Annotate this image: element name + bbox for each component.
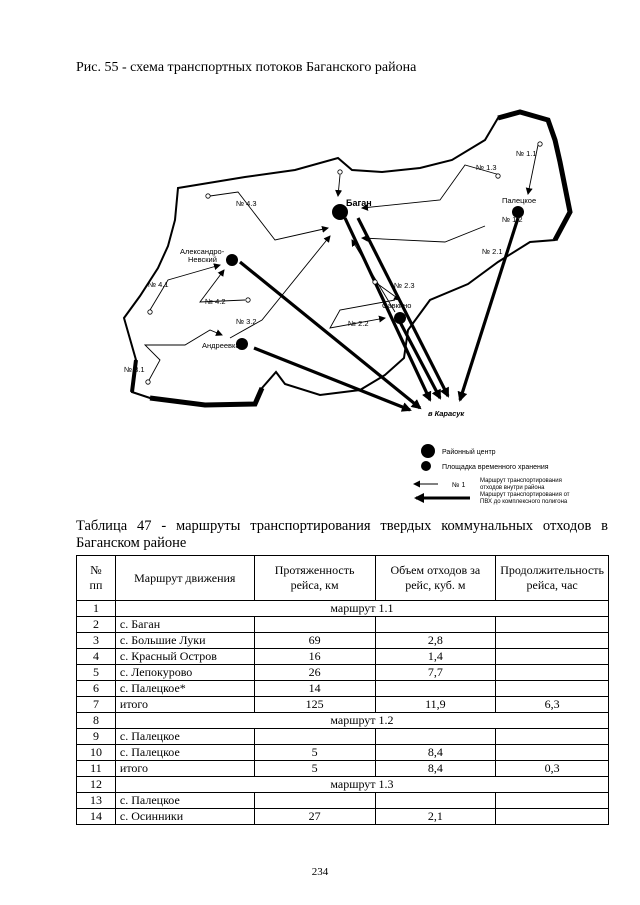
waste-volume: 8,4 xyxy=(375,761,496,777)
table-row xyxy=(77,665,609,681)
route-point: итого xyxy=(115,761,254,777)
table-section-row xyxy=(77,601,609,617)
waste-volume xyxy=(375,617,496,633)
legend-route-pvh-2: ПВХ до комплексного полигона xyxy=(480,499,568,505)
label-aleksandro: Александро- xyxy=(180,247,225,256)
table-row xyxy=(77,649,609,665)
trip-duration xyxy=(496,793,609,809)
header-volume-1: Объем отходов за xyxy=(390,563,481,577)
trip-duration xyxy=(496,729,609,745)
row-number: 8 xyxy=(77,713,116,729)
aleksandro-marker xyxy=(226,254,238,266)
legend-route-no: № 1 xyxy=(452,482,466,489)
label-palezkoe: Палецкое xyxy=(502,196,537,205)
row-number: 5 xyxy=(77,665,116,681)
savkino-marker xyxy=(394,312,406,324)
row-number: 7 xyxy=(77,697,116,713)
route-point: с. Баган xyxy=(115,617,254,633)
legend-route-pvh-1: Маршрут транспортирования от xyxy=(480,492,570,498)
row-number: 6 xyxy=(77,681,116,697)
label-karasuk: в Карасук xyxy=(428,409,465,418)
header-num-2: пп xyxy=(89,578,103,592)
label-r22: № 2.2 xyxy=(348,319,369,328)
table-row xyxy=(77,633,609,649)
waste-volume: 2,8 xyxy=(375,633,496,649)
legend-route-inside-1: Маршрут транспортирования xyxy=(480,478,562,484)
header-duration-1: Продолжительность xyxy=(500,563,604,577)
row-number: 12 xyxy=(77,777,116,793)
label-andreevka: Андреевка xyxy=(202,341,240,350)
route-point: с. Палецкое* xyxy=(115,681,254,697)
row-number: 10 xyxy=(77,745,116,761)
waste-volume xyxy=(375,729,496,745)
route-point: с. Лепокурово xyxy=(115,665,254,681)
trip-duration xyxy=(496,681,609,697)
routes-table xyxy=(76,555,609,825)
row-number: 1 xyxy=(77,601,116,617)
route-point: с. Палецкое xyxy=(115,729,254,745)
waste-volume: 2,1 xyxy=(375,809,496,825)
table-row xyxy=(77,697,609,713)
row-number: 4 xyxy=(77,649,116,665)
trip-duration xyxy=(496,809,609,825)
route-length xyxy=(254,793,375,809)
table-row xyxy=(77,761,609,777)
route-length: 69 xyxy=(254,633,375,649)
table-row xyxy=(77,745,609,761)
label-savkino: Савкино xyxy=(382,301,412,310)
waste-volume: 11,9 xyxy=(375,697,496,713)
route-point: с. Палецкое xyxy=(115,793,254,809)
label-bagan: Баган xyxy=(346,198,372,208)
route-point: итого xyxy=(115,697,254,713)
header-route: Маршрут движения xyxy=(115,556,254,601)
route-point: с. Большие Луки xyxy=(115,633,254,649)
trip-duration xyxy=(496,665,609,681)
header-num-1: № xyxy=(90,563,102,577)
trip-duration: 0,3 xyxy=(496,761,609,777)
route-point: с. Красный Остров xyxy=(115,649,254,665)
label-r23: № 2.3 xyxy=(394,281,415,290)
table-row xyxy=(77,729,609,745)
route-length: 26 xyxy=(254,665,375,681)
route-length: 14 xyxy=(254,681,375,697)
label-r32: № 3.2 xyxy=(236,317,257,326)
header-length-2: рейса, км xyxy=(290,578,339,592)
page-number: 234 xyxy=(311,866,329,878)
header-length-1: Протяженность xyxy=(274,563,355,577)
header-volume-2: рейс, куб. м xyxy=(405,578,466,592)
waste-volume: 1,4 xyxy=(375,649,496,665)
label-r21: № 2.1 xyxy=(482,247,503,256)
table-section-row xyxy=(77,777,609,793)
label-r43: № 4.3 xyxy=(236,199,257,208)
table-row xyxy=(77,809,609,825)
table-row xyxy=(77,793,609,809)
waste-volume xyxy=(375,681,496,697)
table-row xyxy=(77,617,609,633)
row-number: 2 xyxy=(77,617,116,633)
legend-district-center: Районный центр xyxy=(442,449,496,456)
label-r41: № 4.1 xyxy=(148,280,169,289)
table-title: Таблица 47 - маршруты транспортирования твердых коммунальных отходов в Баганском районе xyxy=(76,518,608,551)
label-r31: № 3.1 xyxy=(124,365,145,374)
row-number: 13 xyxy=(77,793,116,809)
route-length xyxy=(254,617,375,633)
waste-volume: 7,7 xyxy=(375,665,496,681)
trip-duration xyxy=(496,649,609,665)
section-title: маршрут 1.2 xyxy=(115,713,608,729)
row-number: 14 xyxy=(77,809,116,825)
row-number: 11 xyxy=(77,761,116,777)
route-length xyxy=(254,729,375,745)
table-section-row xyxy=(77,713,609,729)
trip-duration xyxy=(496,617,609,633)
figure-caption: Рис. 55 - схема транспортных потоков Баганского района xyxy=(76,60,417,75)
route-length: 27 xyxy=(254,809,375,825)
legend-route-inside-2: отходов внутри района xyxy=(480,485,545,491)
trip-duration xyxy=(496,745,609,761)
table-header-row xyxy=(77,556,609,601)
route-point: с. Осинники xyxy=(115,809,254,825)
waste-volume: 8,4 xyxy=(375,745,496,761)
header-duration-2: рейса, час xyxy=(526,578,578,592)
table-row xyxy=(77,681,609,697)
route-length: 5 xyxy=(254,745,375,761)
section-title: маршрут 1.1 xyxy=(115,601,608,617)
label-r11: № 1.1 xyxy=(516,149,537,158)
trip-duration: 6,3 xyxy=(496,697,609,713)
label-nevsky: Невский xyxy=(188,255,217,264)
label-r42: № 4.2 xyxy=(205,297,226,306)
label-r12: № 1.2 xyxy=(502,215,523,224)
waste-volume xyxy=(375,793,496,809)
legend-storage-site: Площадка временного хранения xyxy=(442,464,549,471)
route-length: 125 xyxy=(254,697,375,713)
trip-duration xyxy=(496,633,609,649)
route-length: 16 xyxy=(254,649,375,665)
route-length: 5 xyxy=(254,761,375,777)
row-number: 3 xyxy=(77,633,116,649)
section-title: маршрут 1.3 xyxy=(115,777,608,793)
row-number: 9 xyxy=(77,729,116,745)
label-r13: № 1.3 xyxy=(476,163,497,172)
map-legend xyxy=(414,444,570,505)
route-point: с. Палецкое xyxy=(115,745,254,761)
